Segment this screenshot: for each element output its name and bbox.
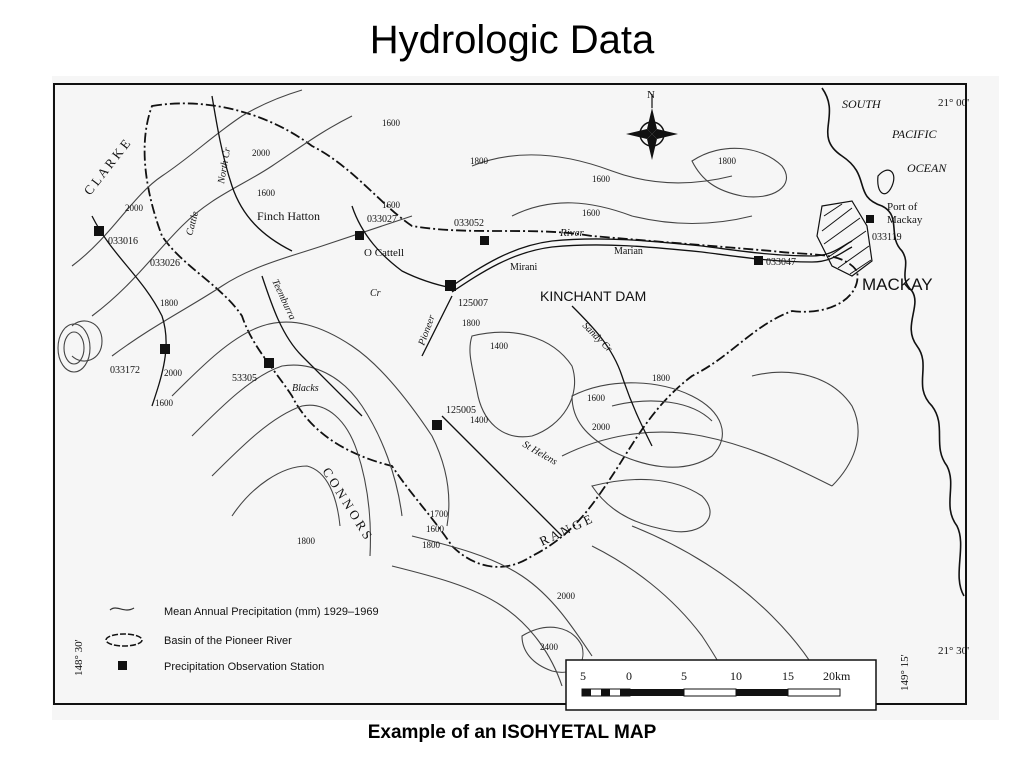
label-river: River	[560, 227, 584, 239]
label-blacks: Blacks	[292, 383, 319, 394]
isohyet-label: 1800	[470, 156, 488, 166]
isohyet-label: 2000	[557, 591, 575, 601]
station-marker	[866, 215, 874, 223]
station-marker	[432, 420, 442, 430]
isohyet	[562, 432, 832, 486]
station-label: 033119	[872, 232, 902, 243]
label-finch-hatton: Finch Hatton	[257, 209, 320, 223]
harbour-island	[878, 170, 894, 194]
label-sandy: Sandy Cr	[579, 320, 615, 355]
isohyet-label: 1600	[587, 393, 605, 403]
isohyet-label: 1800	[462, 318, 480, 328]
isohyet-label: 2400	[540, 642, 558, 652]
isohyet	[72, 321, 102, 361]
isohyet-label: 1400	[490, 341, 508, 351]
legend-isohyet-label: Mean Annual Precipitation (mm) 1929–1969	[164, 606, 379, 618]
isohyet-label: 1600	[582, 208, 600, 218]
legend-isohyet-symbol	[110, 608, 134, 610]
scale-segment	[601, 689, 610, 696]
station-label: 033172	[110, 365, 140, 376]
label-kinchant-dam: KINCHANT DAM	[540, 288, 647, 304]
isohyet	[212, 405, 370, 556]
isohyet-label: 2000	[125, 203, 143, 213]
label-marian: Marian	[614, 246, 643, 257]
station-marker	[94, 226, 104, 236]
scale-segment	[788, 689, 840, 696]
scale-segment	[630, 689, 684, 696]
station-label: 033027	[367, 214, 397, 225]
label-mackay: MACKAY	[862, 275, 933, 294]
isohyet	[752, 372, 858, 486]
station-marker	[264, 358, 274, 368]
isohyet-label: 2000	[252, 148, 270, 158]
station-label: 033047	[766, 257, 796, 268]
isohyet-label: 1600	[257, 188, 275, 198]
label-mirani: Mirani	[510, 262, 538, 273]
isohyet-label: 2000	[164, 368, 182, 378]
scale-tick: 5	[580, 669, 586, 683]
legend-basin-label: Basin of the Pioneer River	[164, 635, 292, 647]
isohyet-label: 1700	[430, 509, 448, 519]
label-cattell: O Cattell	[364, 247, 405, 259]
isohyet-label: 1600	[155, 398, 173, 408]
scale-segment	[736, 689, 788, 696]
isohyet	[512, 203, 752, 224]
map-caption: Example of an ISOHYETAL MAP	[367, 722, 657, 743]
label-mackay-small: Mackay	[887, 214, 923, 226]
compass-rose	[626, 94, 678, 160]
station-marker	[754, 256, 763, 265]
legend	[106, 606, 379, 673]
isohyet-label: 1600	[592, 174, 610, 184]
stations	[94, 214, 902, 430]
coord-left-lon: 148° 30'	[73, 639, 85, 676]
label-south: SOUTH	[842, 97, 881, 111]
label-cattle: Cattle	[184, 210, 202, 237]
scale-tick: 15	[782, 669, 794, 683]
scale-segment	[582, 689, 591, 696]
isohyet-label: 1600	[382, 200, 400, 210]
basin-outline	[145, 103, 858, 567]
station-label: 033052	[454, 218, 484, 229]
station-marker	[160, 344, 170, 354]
isohyet	[64, 332, 84, 364]
isohyet	[58, 324, 90, 372]
scale-tick: 20km	[823, 669, 851, 683]
isohyet-label: 1800	[422, 540, 440, 550]
isohyet	[112, 216, 412, 356]
legend-basin-symbol	[106, 634, 142, 646]
station-label: 125007	[458, 298, 488, 309]
station-label: 125005	[446, 405, 476, 416]
isohyet-label: 1600	[382, 118, 400, 128]
label-range: R A N G E	[536, 511, 595, 549]
label-pacific: PACIFIC	[892, 127, 937, 141]
scale-segment	[684, 689, 736, 696]
map-svg	[52, 76, 999, 720]
station-label: 53305	[232, 373, 257, 384]
isohyet-label: 1600	[426, 524, 444, 534]
scale-bar	[566, 660, 876, 710]
station-marker	[445, 280, 456, 291]
label-pioneer: Pioneer	[416, 313, 438, 348]
legend-station-label: Precipitation Observation Station	[164, 661, 325, 673]
isohyet	[592, 479, 710, 531]
compass-north-label: N	[647, 89, 655, 101]
connors-tributary	[442, 416, 562, 536]
slide-title: Hydrologic Data	[369, 18, 655, 62]
label-connors-range: C O N N O R S	[319, 464, 376, 542]
station-marker	[355, 231, 364, 240]
label-port-of: Port of	[887, 201, 918, 213]
scale-segment	[620, 689, 630, 696]
station-label: 033026	[150, 258, 180, 269]
station-label: 033016	[108, 236, 138, 247]
label-creek: Cr	[370, 288, 381, 299]
label-ocean: OCEAN	[907, 161, 947, 175]
coord-bottom-right: 21° 30'	[938, 645, 970, 657]
isohyet-label: 2000	[592, 422, 610, 432]
isohyet-label: 1800	[652, 373, 670, 383]
label-st-helens: St Helens	[520, 439, 559, 468]
label-north-creek: North Cr	[216, 146, 234, 185]
isohyet-label: 1800	[297, 536, 315, 546]
isohyet	[392, 566, 562, 686]
scale-tick: 5	[681, 669, 687, 683]
scale-tick: 0	[626, 669, 632, 683]
station-marker	[480, 236, 489, 245]
mackay-urban-area	[817, 201, 872, 276]
label-teemburra: Teemburra	[269, 277, 298, 322]
label-clarke-range: C L A R K E	[80, 136, 134, 198]
isohyet-label: 1800	[718, 156, 736, 166]
isohyet	[692, 148, 786, 197]
scale-bar-box	[566, 660, 876, 710]
isohyetal-map	[52, 76, 999, 720]
coord-right-lon: 149° 15'	[899, 654, 911, 691]
isohyet	[172, 322, 449, 526]
isohyet-label: 1400	[470, 415, 488, 425]
scale-tick: 10	[730, 669, 742, 683]
legend-station-symbol	[118, 661, 127, 670]
coord-top-right: 21° 00'	[938, 97, 970, 109]
isohyet-label: 1800	[160, 298, 178, 308]
